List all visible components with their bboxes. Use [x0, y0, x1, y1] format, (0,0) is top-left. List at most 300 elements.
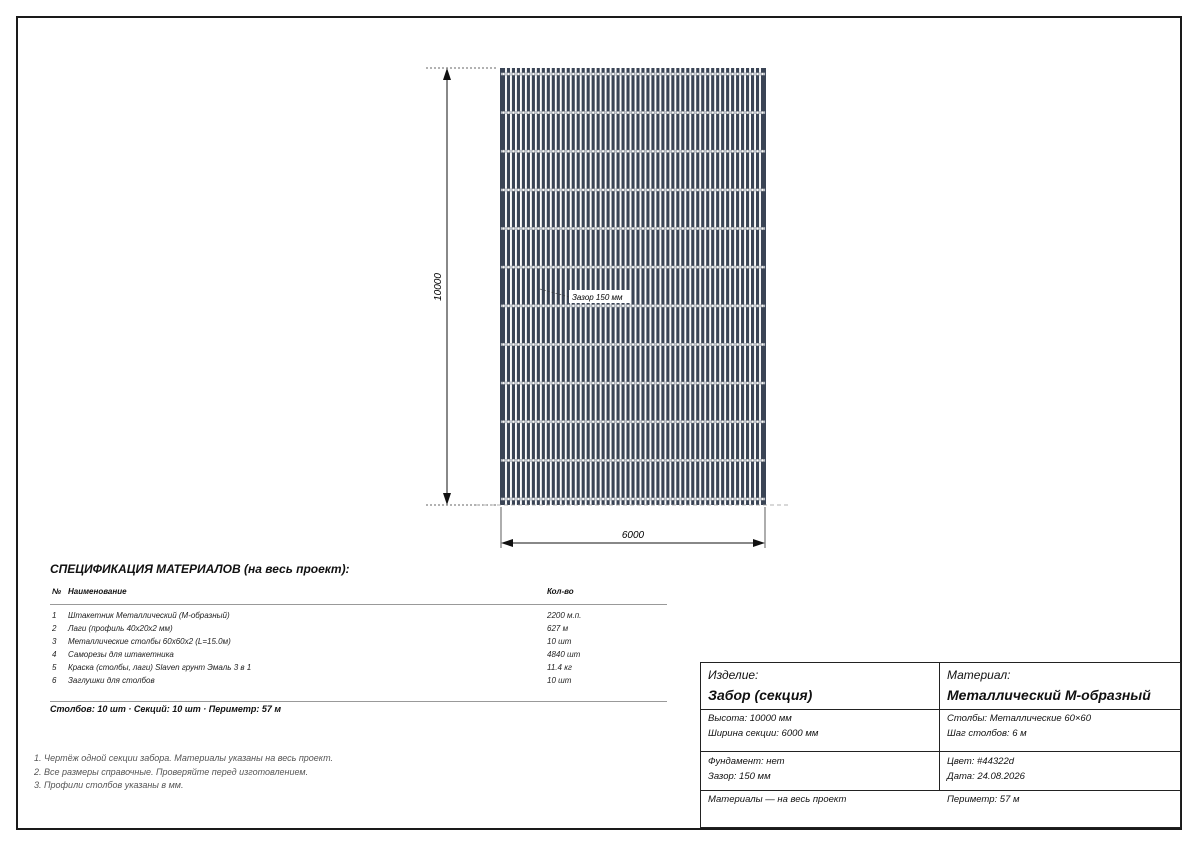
- screw-dot: [587, 459, 590, 462]
- screw-dot: [552, 150, 555, 153]
- screw-dot: [527, 189, 530, 192]
- screw-dot: [751, 382, 754, 385]
- screw-dot: [582, 189, 585, 192]
- screw-dot: [632, 266, 635, 269]
- screw-dot: [666, 150, 669, 153]
- screw-dot: [711, 343, 714, 346]
- fence-picket: [746, 68, 749, 505]
- screw-dot: [637, 459, 640, 462]
- screw-dot: [627, 73, 630, 76]
- screw-dot: [592, 73, 595, 76]
- spec-row-name: Штакетник Металлический (М-образный): [68, 611, 230, 620]
- screw-dot: [632, 420, 635, 423]
- screw-dot: [507, 227, 510, 230]
- screw-dot: [661, 266, 664, 269]
- screw-dot: [577, 382, 580, 385]
- fence-picket: [636, 68, 639, 505]
- screw-dot: [607, 382, 610, 385]
- screw-dot: [726, 189, 729, 192]
- screw-dot: [512, 498, 515, 501]
- screw-dot: [512, 304, 515, 307]
- screw-dot: [666, 266, 669, 269]
- screw-dot: [617, 73, 620, 76]
- screw-dot: [657, 343, 660, 346]
- screw-dot: [507, 111, 510, 114]
- screw-dot: [622, 73, 625, 76]
- screw-dot: [652, 498, 655, 501]
- screw-dot: [761, 382, 764, 385]
- screw-dot: [751, 459, 754, 462]
- screw-dot: [756, 382, 759, 385]
- screw-dot: [527, 459, 530, 462]
- screw-dot: [557, 73, 560, 76]
- screw-dot: [726, 343, 729, 346]
- screw-dot: [706, 498, 709, 501]
- screw-dot: [741, 420, 744, 423]
- screw-dot: [537, 304, 540, 307]
- screw-dot: [557, 382, 560, 385]
- screw-dot: [617, 111, 620, 114]
- screw-dot: [731, 266, 734, 269]
- fence-picket: [542, 68, 545, 505]
- screw-dot: [751, 73, 754, 76]
- screw-dot: [522, 73, 525, 76]
- fence-picket: [582, 68, 585, 505]
- fence-picket: [621, 68, 624, 505]
- screw-dot: [537, 189, 540, 192]
- screw-dot: [756, 459, 759, 462]
- screw-dot: [567, 382, 570, 385]
- screw-dot: [512, 382, 515, 385]
- fence-picket: [726, 68, 729, 505]
- screw-dot: [691, 343, 694, 346]
- screw-dot: [642, 111, 645, 114]
- product-caption: Изделие:: [708, 668, 759, 682]
- screw-dot: [642, 498, 645, 501]
- screw-dot: [522, 266, 525, 269]
- screw-dot: [577, 420, 580, 423]
- screw-dot: [612, 382, 615, 385]
- screw-dot: [617, 266, 620, 269]
- screw-dot: [716, 227, 719, 230]
- screw-dot: [726, 459, 729, 462]
- screw-dot: [726, 498, 729, 501]
- screw-dot: [642, 150, 645, 153]
- fence-picket: [612, 68, 615, 505]
- screw-dot: [607, 459, 610, 462]
- screw-dot: [701, 498, 704, 501]
- screw-dot: [502, 343, 505, 346]
- section-width-value: Ширина секции: 6000 мм: [708, 728, 819, 739]
- screw-dot: [532, 227, 535, 230]
- screw-dot: [597, 227, 600, 230]
- screw-dot: [577, 227, 580, 230]
- screw-dot: [726, 111, 729, 114]
- material-name: Металлический М-образный: [947, 687, 1151, 703]
- screw-dot: [661, 304, 664, 307]
- screw-dot: [622, 382, 625, 385]
- screw-dot: [751, 150, 754, 153]
- screw-dot: [502, 189, 505, 192]
- screw-dot: [572, 498, 575, 501]
- screw-dot: [552, 227, 555, 230]
- screw-dot: [522, 343, 525, 346]
- screw-dot: [617, 150, 620, 153]
- screw-dot: [507, 498, 510, 501]
- screw-dot: [577, 150, 580, 153]
- screw-dot: [721, 73, 724, 76]
- screw-dot: [676, 382, 679, 385]
- screw-dot: [671, 382, 674, 385]
- screw-dot: [627, 459, 630, 462]
- screw-dot: [602, 304, 605, 307]
- screw-dot: [657, 73, 660, 76]
- screw-dot: [622, 498, 625, 501]
- screw-dot: [756, 343, 759, 346]
- screw-dot: [681, 382, 684, 385]
- screw-dot: [612, 459, 615, 462]
- screw-dot: [587, 343, 590, 346]
- screw-dot: [691, 189, 694, 192]
- screw-dot: [582, 420, 585, 423]
- screw-dot: [592, 189, 595, 192]
- screw-dot: [557, 343, 560, 346]
- foundation-value: Фундамент: нет: [708, 756, 785, 767]
- screw-dot: [652, 420, 655, 423]
- width-dimension-label: 6000: [621, 530, 645, 541]
- screw-dot: [517, 459, 520, 462]
- screw-dot: [642, 266, 645, 269]
- screw-dot: [502, 266, 505, 269]
- screw-dot: [607, 189, 610, 192]
- screw-dot: [647, 420, 650, 423]
- screw-dot: [676, 420, 679, 423]
- perimeter-value: Периметр: 57 м: [947, 794, 1020, 805]
- screw-dot: [761, 189, 764, 192]
- screw-dot: [721, 189, 724, 192]
- screw-dot: [547, 150, 550, 153]
- screw-dot: [681, 189, 684, 192]
- height-arrow-top: [443, 68, 451, 80]
- screw-dot: [711, 266, 714, 269]
- screw-dot: [597, 420, 600, 423]
- screw-dot: [627, 189, 630, 192]
- screw-dot: [507, 304, 510, 307]
- spec-row: [50, 610, 667, 623]
- screw-dot: [647, 459, 650, 462]
- screw-dot: [676, 498, 679, 501]
- screw-dot: [671, 420, 674, 423]
- screw-dot: [751, 266, 754, 269]
- screw-dot: [557, 111, 560, 114]
- screw-dot: [512, 111, 515, 114]
- screw-dot: [592, 382, 595, 385]
- screw-dot: [622, 420, 625, 423]
- screw-dot: [542, 498, 545, 501]
- screw-dot: [642, 73, 645, 76]
- screw-dot: [647, 498, 650, 501]
- screw-dot: [741, 189, 744, 192]
- spec-row-name: Краска (столбы, лаги) Slaven грунт Эмаль 3 в 1: [68, 663, 252, 672]
- screw-dot: [582, 227, 585, 230]
- screw-dot: [681, 111, 684, 114]
- screw-dot: [587, 266, 590, 269]
- spec-row-num: 3: [52, 637, 57, 646]
- screw-dot: [736, 227, 739, 230]
- screw-dot: [617, 343, 620, 346]
- screw-dot: [642, 189, 645, 192]
- screw-dot: [512, 227, 515, 230]
- screw-dot: [562, 73, 565, 76]
- screw-dot: [587, 189, 590, 192]
- screw-dot: [696, 420, 699, 423]
- screw-dot: [716, 498, 719, 501]
- screw-dot: [746, 150, 749, 153]
- screw-dot: [706, 111, 709, 114]
- screw-dot: [552, 304, 555, 307]
- screw-dot: [557, 227, 560, 230]
- screw-dot: [657, 111, 660, 114]
- spec-row-qty: 11.4 кг: [547, 663, 572, 672]
- spec-row-num: 4: [52, 650, 57, 659]
- screw-dot: [587, 227, 590, 230]
- screw-dot: [597, 343, 600, 346]
- spec-header-name: Наименование: [68, 587, 127, 596]
- screw-dot: [537, 498, 540, 501]
- screw-dot: [642, 420, 645, 423]
- screw-dot: [691, 304, 694, 307]
- screw-dot: [696, 73, 699, 76]
- spec-row-num: 6: [52, 676, 57, 685]
- screw-dot: [696, 266, 699, 269]
- screw-dot: [517, 420, 520, 423]
- screw-dot: [647, 73, 650, 76]
- screw-dot: [652, 150, 655, 153]
- screw-dot: [681, 150, 684, 153]
- screw-dot: [681, 498, 684, 501]
- fence-picket: [656, 68, 659, 505]
- screw-dot: [597, 73, 600, 76]
- screw-dot: [681, 227, 684, 230]
- screw-dot: [607, 304, 610, 307]
- screw-dot: [716, 459, 719, 462]
- screw-dot: [627, 266, 630, 269]
- screw-dot: [731, 150, 734, 153]
- screw-dot: [607, 343, 610, 346]
- screw-dot: [592, 227, 595, 230]
- screw-dot: [597, 304, 600, 307]
- screw-dot: [507, 189, 510, 192]
- screw-dot: [731, 459, 734, 462]
- screw-dot: [617, 382, 620, 385]
- spec-row-qty: 2200 м.п.: [547, 611, 582, 620]
- screw-dot: [502, 150, 505, 153]
- screw-dot: [572, 150, 575, 153]
- fence-picket: [567, 68, 570, 505]
- width-dimension: [476, 505, 790, 548]
- screw-dot: [582, 111, 585, 114]
- screw-dot: [542, 227, 545, 230]
- spec-row-qty: 4840 шт: [547, 650, 581, 659]
- screw-dot: [676, 150, 679, 153]
- screw-dot: [761, 498, 764, 501]
- screw-dot: [716, 304, 719, 307]
- title-block-divider: [701, 751, 1180, 752]
- screw-dot: [537, 382, 540, 385]
- screw-dot: [552, 73, 555, 76]
- fence-picket: [502, 68, 505, 505]
- screw-dot: [612, 420, 615, 423]
- screw-dot: [731, 227, 734, 230]
- screw-dot: [696, 304, 699, 307]
- screw-dot: [562, 150, 565, 153]
- screw-dot: [587, 304, 590, 307]
- screw-dot: [547, 73, 550, 76]
- screw-dot: [671, 459, 674, 462]
- screw-dot: [507, 420, 510, 423]
- screw-dot: [617, 498, 620, 501]
- fence-picket: [547, 68, 550, 505]
- screw-dot: [686, 459, 689, 462]
- screw-dot: [741, 111, 744, 114]
- screw-dot: [721, 266, 724, 269]
- screw-dot: [602, 498, 605, 501]
- screw-dot: [741, 73, 744, 76]
- screw-dot: [562, 266, 565, 269]
- screw-dot: [706, 189, 709, 192]
- screw-dot: [542, 343, 545, 346]
- screw-dot: [637, 343, 640, 346]
- screw-dot: [607, 73, 610, 76]
- drawing-notes: [34, 753, 333, 794]
- screw-dot: [587, 498, 590, 501]
- screw-dot: [632, 189, 635, 192]
- screw-dot: [562, 498, 565, 501]
- screw-dot: [666, 73, 669, 76]
- screw-dot: [517, 382, 520, 385]
- screw-dot: [691, 459, 694, 462]
- screw-dot: [642, 459, 645, 462]
- screw-dot: [512, 266, 515, 269]
- screw-dot: [721, 382, 724, 385]
- fence-picket: [587, 68, 590, 505]
- screw-dot: [666, 189, 669, 192]
- screw-dot: [627, 150, 630, 153]
- screw-dot: [582, 304, 585, 307]
- screw-dot: [522, 189, 525, 192]
- screw-dot: [522, 304, 525, 307]
- screw-dot: [691, 266, 694, 269]
- screw-dot: [612, 304, 615, 307]
- screw-dot: [567, 459, 570, 462]
- screw-dot: [612, 111, 615, 114]
- screw-dot: [612, 227, 615, 230]
- screw-dot: [507, 150, 510, 153]
- screw-dot: [647, 150, 650, 153]
- spec-title: СПЕЦИФИКАЦИЯ МАТЕРИАЛОВ (на весь проект):: [50, 562, 350, 576]
- screw-dot: [642, 343, 645, 346]
- screw-dot: [602, 343, 605, 346]
- screw-dot: [736, 111, 739, 114]
- screw-dot: [532, 189, 535, 192]
- screw-dot: [557, 459, 560, 462]
- title-block-divider: [701, 790, 1180, 791]
- screw-dot: [736, 498, 739, 501]
- screw-dot: [567, 266, 570, 269]
- fence-picket: [761, 68, 764, 505]
- screw-dot: [512, 420, 515, 423]
- fence-picket: [537, 68, 540, 505]
- screw-dot: [547, 266, 550, 269]
- screw-dot: [517, 189, 520, 192]
- screw-dot: [537, 459, 540, 462]
- gap-label: Зазор 150 мм: [572, 293, 623, 302]
- screw-dot: [761, 111, 764, 114]
- screw-dot: [547, 304, 550, 307]
- screw-dot: [602, 420, 605, 423]
- screw-dot: [547, 111, 550, 114]
- screw-dot: [701, 382, 704, 385]
- screw-dot: [567, 73, 570, 76]
- screw-dot: [592, 150, 595, 153]
- fence-picket: [716, 68, 719, 505]
- screw-dot: [622, 227, 625, 230]
- screw-dot: [711, 459, 714, 462]
- note-item: 2. Все размеры справочные. Проверяйте перед изготовлением.: [34, 766, 309, 777]
- screw-dot: [671, 189, 674, 192]
- screw-dot: [657, 227, 660, 230]
- screw-dot: [661, 343, 664, 346]
- screw-dot: [612, 150, 615, 153]
- screw-dot: [706, 382, 709, 385]
- screw-dot: [632, 459, 635, 462]
- screw-dot: [761, 304, 764, 307]
- screw-dot: [716, 111, 719, 114]
- spec-row: [50, 662, 667, 675]
- screw-dot: [686, 343, 689, 346]
- screw-dot: [597, 150, 600, 153]
- screw-dot: [701, 227, 704, 230]
- screw-dot: [666, 420, 669, 423]
- screw-dot: [562, 420, 565, 423]
- fence-picket: [512, 68, 515, 505]
- fence-picket: [631, 68, 634, 505]
- screw-dot: [726, 304, 729, 307]
- screw-dot: [761, 266, 764, 269]
- screw-dot: [661, 498, 664, 501]
- screw-dot: [612, 189, 615, 192]
- screw-dot: [637, 382, 640, 385]
- height-dimension: [426, 68, 498, 505]
- screw-dot: [671, 343, 674, 346]
- screw-dot: [671, 304, 674, 307]
- screw-dot: [681, 73, 684, 76]
- screw-dot: [572, 73, 575, 76]
- screw-dot: [652, 189, 655, 192]
- screw-dot: [637, 420, 640, 423]
- screw-dot: [557, 304, 560, 307]
- screw-dot: [711, 420, 714, 423]
- screw-dot: [661, 111, 664, 114]
- screw-dot: [582, 343, 585, 346]
- screw-dot: [527, 111, 530, 114]
- screw-dot: [627, 420, 630, 423]
- screw-dot: [696, 111, 699, 114]
- spec-row-name: Лаги (профиль 40x20x2 мм): [68, 624, 173, 633]
- screw-dot: [731, 111, 734, 114]
- screw-dot: [552, 189, 555, 192]
- screw-dot: [587, 150, 590, 153]
